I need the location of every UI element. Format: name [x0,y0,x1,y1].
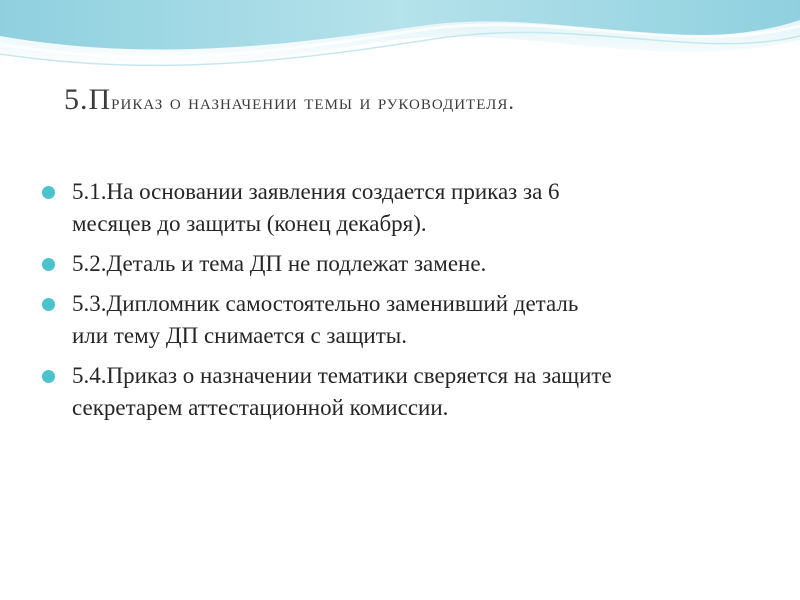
bullet-dot-icon [42,370,55,383]
bullet-item [40,176,760,240]
bullet-line: или тему ДП снимается с защиты. [72,323,407,348]
bullet-item [40,288,760,352]
wave-header-decoration [0,0,800,90]
bullet-item [40,248,760,280]
bullet-line: 5.1.На основании заявления создается приказ за 6 [72,179,560,204]
slide-title-initial: 5.П [64,83,112,116]
bullet-dot-icon [42,258,55,271]
bullet-line: 5.3.Дипломник самостоятельно заменивший деталь [72,291,579,316]
bullet-line: секретарем аттестационной комиссии. [72,395,449,420]
bullet-list [40,176,760,432]
bullet-line: 5.2.Деталь и тема ДП не подлежат замене. [72,251,487,276]
bullet-line: 5.4.Приказ о назначении тематики сверяется на защите [72,363,612,388]
bullet-item [40,360,760,424]
bullet-dot-icon [42,298,55,311]
slide-title-rest: риказ о назначении темы и руководителя. [111,89,515,114]
slide-title [64,82,764,120]
bullet-dot-icon [42,186,55,199]
bullet-line: месяцев до защиты (конец декабря). [72,211,427,236]
